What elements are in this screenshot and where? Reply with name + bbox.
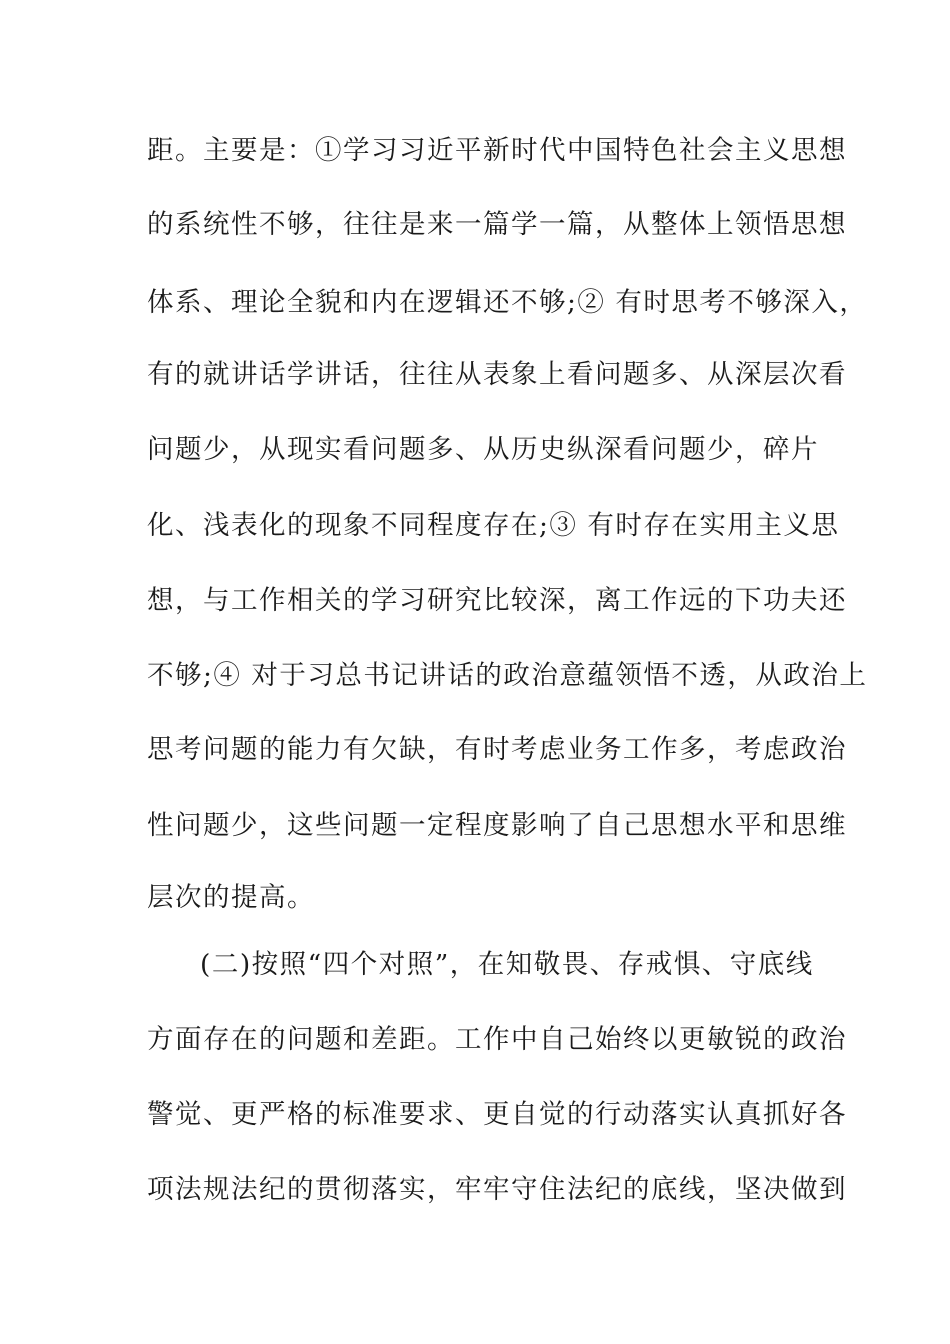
text-line: 距。主要是：①学习习近平新时代中国特色社会主义思想: [147, 135, 847, 166]
text-line: 问题少，从现实看问题多、从历史纵深看问题少，碎片: [147, 434, 819, 465]
text-line: 方面存在的问题和差距。工作中自己始终以更敏锐的政治: [147, 1024, 847, 1055]
text-line: 想，与工作相关的学习研究比较深，离工作远的下功夫还: [147, 585, 847, 616]
text-line: 层次的提高。: [147, 882, 315, 913]
text-line: 的系统性不够，往往是来一篇学一篇，从整体上领悟思想: [147, 209, 847, 240]
text-line: 有的就讲话学讲话，往往从表象上看问题多、从深层次看: [147, 359, 847, 390]
text-line: 化、浅表化的现象不同程度存在;③ 有时存在实用主义思: [147, 510, 840, 541]
text-line: 性问题少，这些问题一定程度影响了自己思想水平和思维: [147, 810, 847, 841]
section-heading-line: (二)按照“四个对照”，在知敬畏、存戒惧、守底线: [200, 949, 814, 980]
text-line: 体系、理论全貌和内在逻辑还不够;② 有时思考不够深入，: [147, 287, 868, 318]
text-line: 思考问题的能力有欠缺，有时考虑业务工作多，考虑政治: [147, 734, 847, 765]
text-line: 不够;④ 对于习总书记讲话的政治意蕴领悟不透，从政治上: [147, 660, 868, 691]
text-line: 警觉、更严格的标准要求、更自觉的行动落实认真抓好各: [147, 1099, 847, 1130]
text-line: 项法规法纪的贯彻落实，牢牢守住法纪的底线，坚决做到: [147, 1174, 847, 1205]
